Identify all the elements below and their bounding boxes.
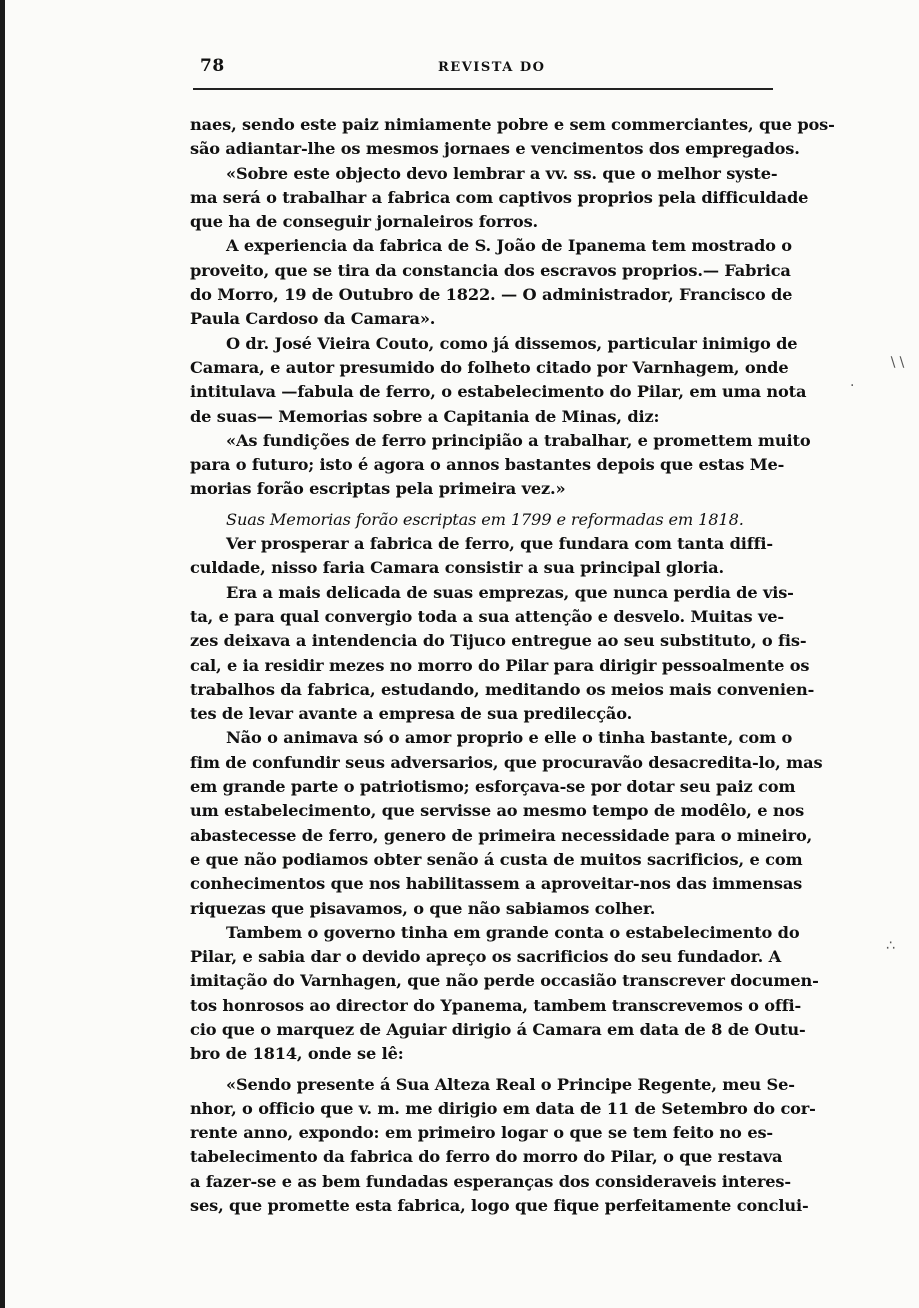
- text-line: um estabelecimento, que servisse ao mesmo tempo de modêlo, e nos: [190, 801, 805, 821]
- text-line: tabelecimento da fabrica do ferro do morro do Pilar, o que restava: [190, 1147, 783, 1167]
- text-line: zes deixava a intendencia do Tijuco entregue ao seu substituto, o fis-: [190, 631, 807, 651]
- text-line: tos honrosos ao director do Ypanema, tambem transcrevemos o offi-: [190, 995, 802, 1015]
- text-line: que ha de conseguir jornaleiros forros.: [190, 212, 539, 232]
- text-line: ses, que promette esta fabrica, logo que fique perfeitamente conclui-: [190, 1196, 809, 1216]
- text-line: são adiantar-lhe os mesmos jornaes e vencimentos dos empregados.: [190, 139, 800, 159]
- running-head: REVISTA DO: [438, 60, 546, 75]
- text-line: O dr. José Vieira Couto, como já dissemos, particular inimigo de: [226, 333, 798, 353]
- text-line: Paula Cardoso da Camara».: [190, 309, 436, 329]
- text-line: do Morro, 19 de Outubro de 1822. — O administrador, Francisco de: [190, 285, 793, 305]
- text-line: «Sobre este objecto devo lembrar a vv. ss. que o melhor syste-: [226, 163, 778, 183]
- text-line: cal, e ia residir mezes no morro do Pilar para dirigir pessoalmente os: [190, 655, 810, 675]
- text-line: «As fundições de ferro principião a trabalhar, e promettem muito: [226, 430, 811, 450]
- text-line: ta, e para qual convergio toda a sua attenção e desvelo. Muitas ve-: [190, 606, 784, 626]
- header-rule: [193, 88, 773, 90]
- body-text: [190, 113, 835, 1218]
- text-line: morias forão escriptas pela primeira vez.»: [190, 479, 566, 499]
- scan-speck-mark: ∖∖: [888, 355, 906, 371]
- scan-speck-dot: ·: [850, 378, 855, 394]
- text-line: ma será o trabalhar a fabrica com captivos proprios pela difficuldade: [190, 187, 809, 207]
- text-line: rente anno, expondo: em primeiro logar o que se tem feito no es-: [190, 1123, 773, 1143]
- text-line: A experiencia da fabrica de S. João de Ipanema tem mostrado o: [226, 236, 792, 256]
- text-line: proveito, que se tira da constancia dos escravos proprios.— Fabrica: [190, 260, 791, 280]
- text-line: conhecimentos que nos habilitassem a aproveitar-nos das immensas: [190, 874, 803, 894]
- text-line: de suas— Memorias sobre a Capitania de Minas, diz:: [190, 406, 660, 426]
- text-line: Tambem o governo tinha em grande conta o estabelecimento do: [226, 922, 800, 942]
- text-line: culdade, nisso faria Camara consistir a sua principal gloria.: [190, 558, 724, 578]
- text-line: em grande parte o patriotismo; esforçava-se por dotar seu paiz com: [190, 777, 796, 797]
- text-line: Pilar, e sabia dar o devido apreço os sacrificios do seu fundador. A: [190, 947, 781, 967]
- text-line: «Sendo presente á Sua Alteza Real o Principe Regente, meu Se-: [226, 1074, 795, 1094]
- text-line: riquezas que pisavamos, o que não sabiamos colher.: [190, 898, 656, 918]
- page-binding-edge: [0, 0, 5, 1308]
- text-line: para o futuro; isto é agora o annos bastantes depois que estas Me-: [190, 455, 785, 475]
- text-line: trabalhos da fabrica, estudando, meditando os meios mais convenien-: [190, 679, 815, 699]
- text-line: imitação do Varnhagen, que não perde occasião transcrever documen-: [190, 971, 819, 991]
- text-line: cio que o marquez de Aguiar dirigio á Camara em data de 8 de Outu-: [190, 1019, 806, 1039]
- page-header: [193, 52, 773, 84]
- text-line: tes de levar avante a empresa de sua predilecção.: [190, 704, 633, 724]
- text-line: a fazer-se e as bem fundadas esperanças dos consideraveis interes-: [190, 1171, 791, 1191]
- text-line: e que não podiamos obter senão á custa de muitos sacrificios, e com: [190, 849, 803, 869]
- text-line: Ver prosperar a fabrica de ferro, que fundara com tanta diffi-: [226, 534, 773, 554]
- text-line: intitulava —fabula de ferro, o estabelecimento do Pilar, em uma nota: [190, 382, 807, 402]
- text-line: Era a mais delicada de suas emprezas, que nunca perdia de vis-: [226, 582, 794, 602]
- page-number: 78: [200, 56, 225, 76]
- scan-speck-mark: ∴: [886, 938, 895, 954]
- text-line: nhor, o officio que v. m. me dirigio em data de 11 de Setembro do cor-: [190, 1098, 816, 1118]
- text-line: Suas Memorias forão escriptas em 1799 e reformadas em 1818.: [226, 509, 744, 529]
- text-line: naes, sendo este paiz nimiamente pobre e sem commerciantes, que pos-: [190, 115, 835, 134]
- text-line: fim de confundir seus adversarios, que procuravão desacredita-lo, mas: [190, 752, 823, 772]
- text-line: Não o animava só o amor proprio e elle o tinha bastante, com o: [226, 728, 793, 748]
- text-line: Camara, e autor presumido do folheto citado por Varnhagem, onde: [190, 357, 789, 377]
- text-line: abastecesse de ferro, genero de primeira necessidade para o mineiro,: [190, 825, 813, 845]
- text-line: bro de 1814, onde se lê:: [190, 1044, 404, 1064]
